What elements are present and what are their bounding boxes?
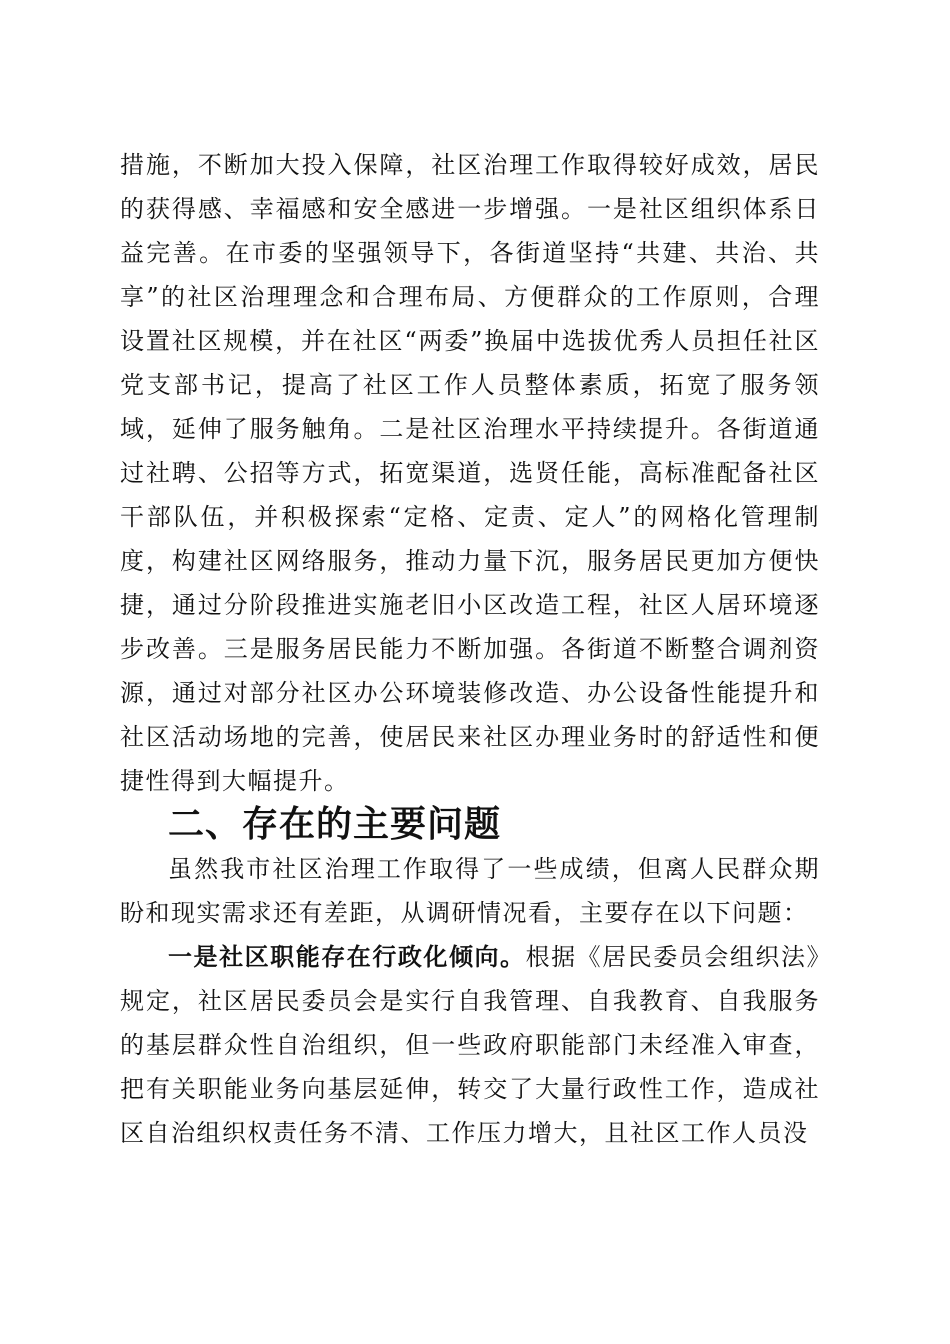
paragraph-body: 根据《居民委员会组织法》规定，社区居民委员会是实行自我管理、自我教育、自我服务的基层群众性自治组织，但一些政府职能部门未经准入审查，把有关职能业务向基层延伸，转交了大量行政性工作，造成社区自治组织权责任务不清、工作压力增大，且社区工作人员没 <box>120 943 821 1147</box>
section-heading: 二、存在的主要问题 <box>168 804 502 845</box>
body-paragraph <box>120 935 820 1155</box>
paragraph-lead: 一是社区职能存在行政化倾向。 <box>168 942 526 971</box>
body-paragraph: 虽然我市社区治理工作取得了一些成绩，但离人民群众期盼和现实需求还有差距，从调研情况看，主要存在以下问题： <box>120 855 820 927</box>
document-page <box>120 143 820 1155</box>
body-paragraph: 措施，不断加大投入保障，社区治理工作取得较好成效，居民的获得感、幸福感和安全感进一步增强。一是社区组织体系日益完善。在市委的坚强领导下，各街道坚持“共建、共治、共享”的社区治理理念和合理布局、方便群众的工作原则，合理设置社区规模，并在社区“两委”换届中选拔优秀人员担任社区党支部书记，提高了社区工作人员整体素质，拓宽了服务领域，延伸了服务触角。二是社区治理水平持续提升。各街道通过社聘、公招等方式，拓宽渠道，选贤任能，高标准配备社区干部队伍，并积极探索“定格、定责、定人”的网格化管理制度，构建社区网络服务，推动力量下沉，服务居民更加方便快捷，通过分阶段推进实施老旧小区改造工程，社区人居环境逐步改善。三是服务居民能力不断加强。各街道不断整合调剂资源，通过对部分社区办公环境装修改造、办公设备性能提升和社区活动场地的完善，使居民来社区办理业务时的舒适性和便捷性得到大幅提升。 <box>120 151 820 795</box>
